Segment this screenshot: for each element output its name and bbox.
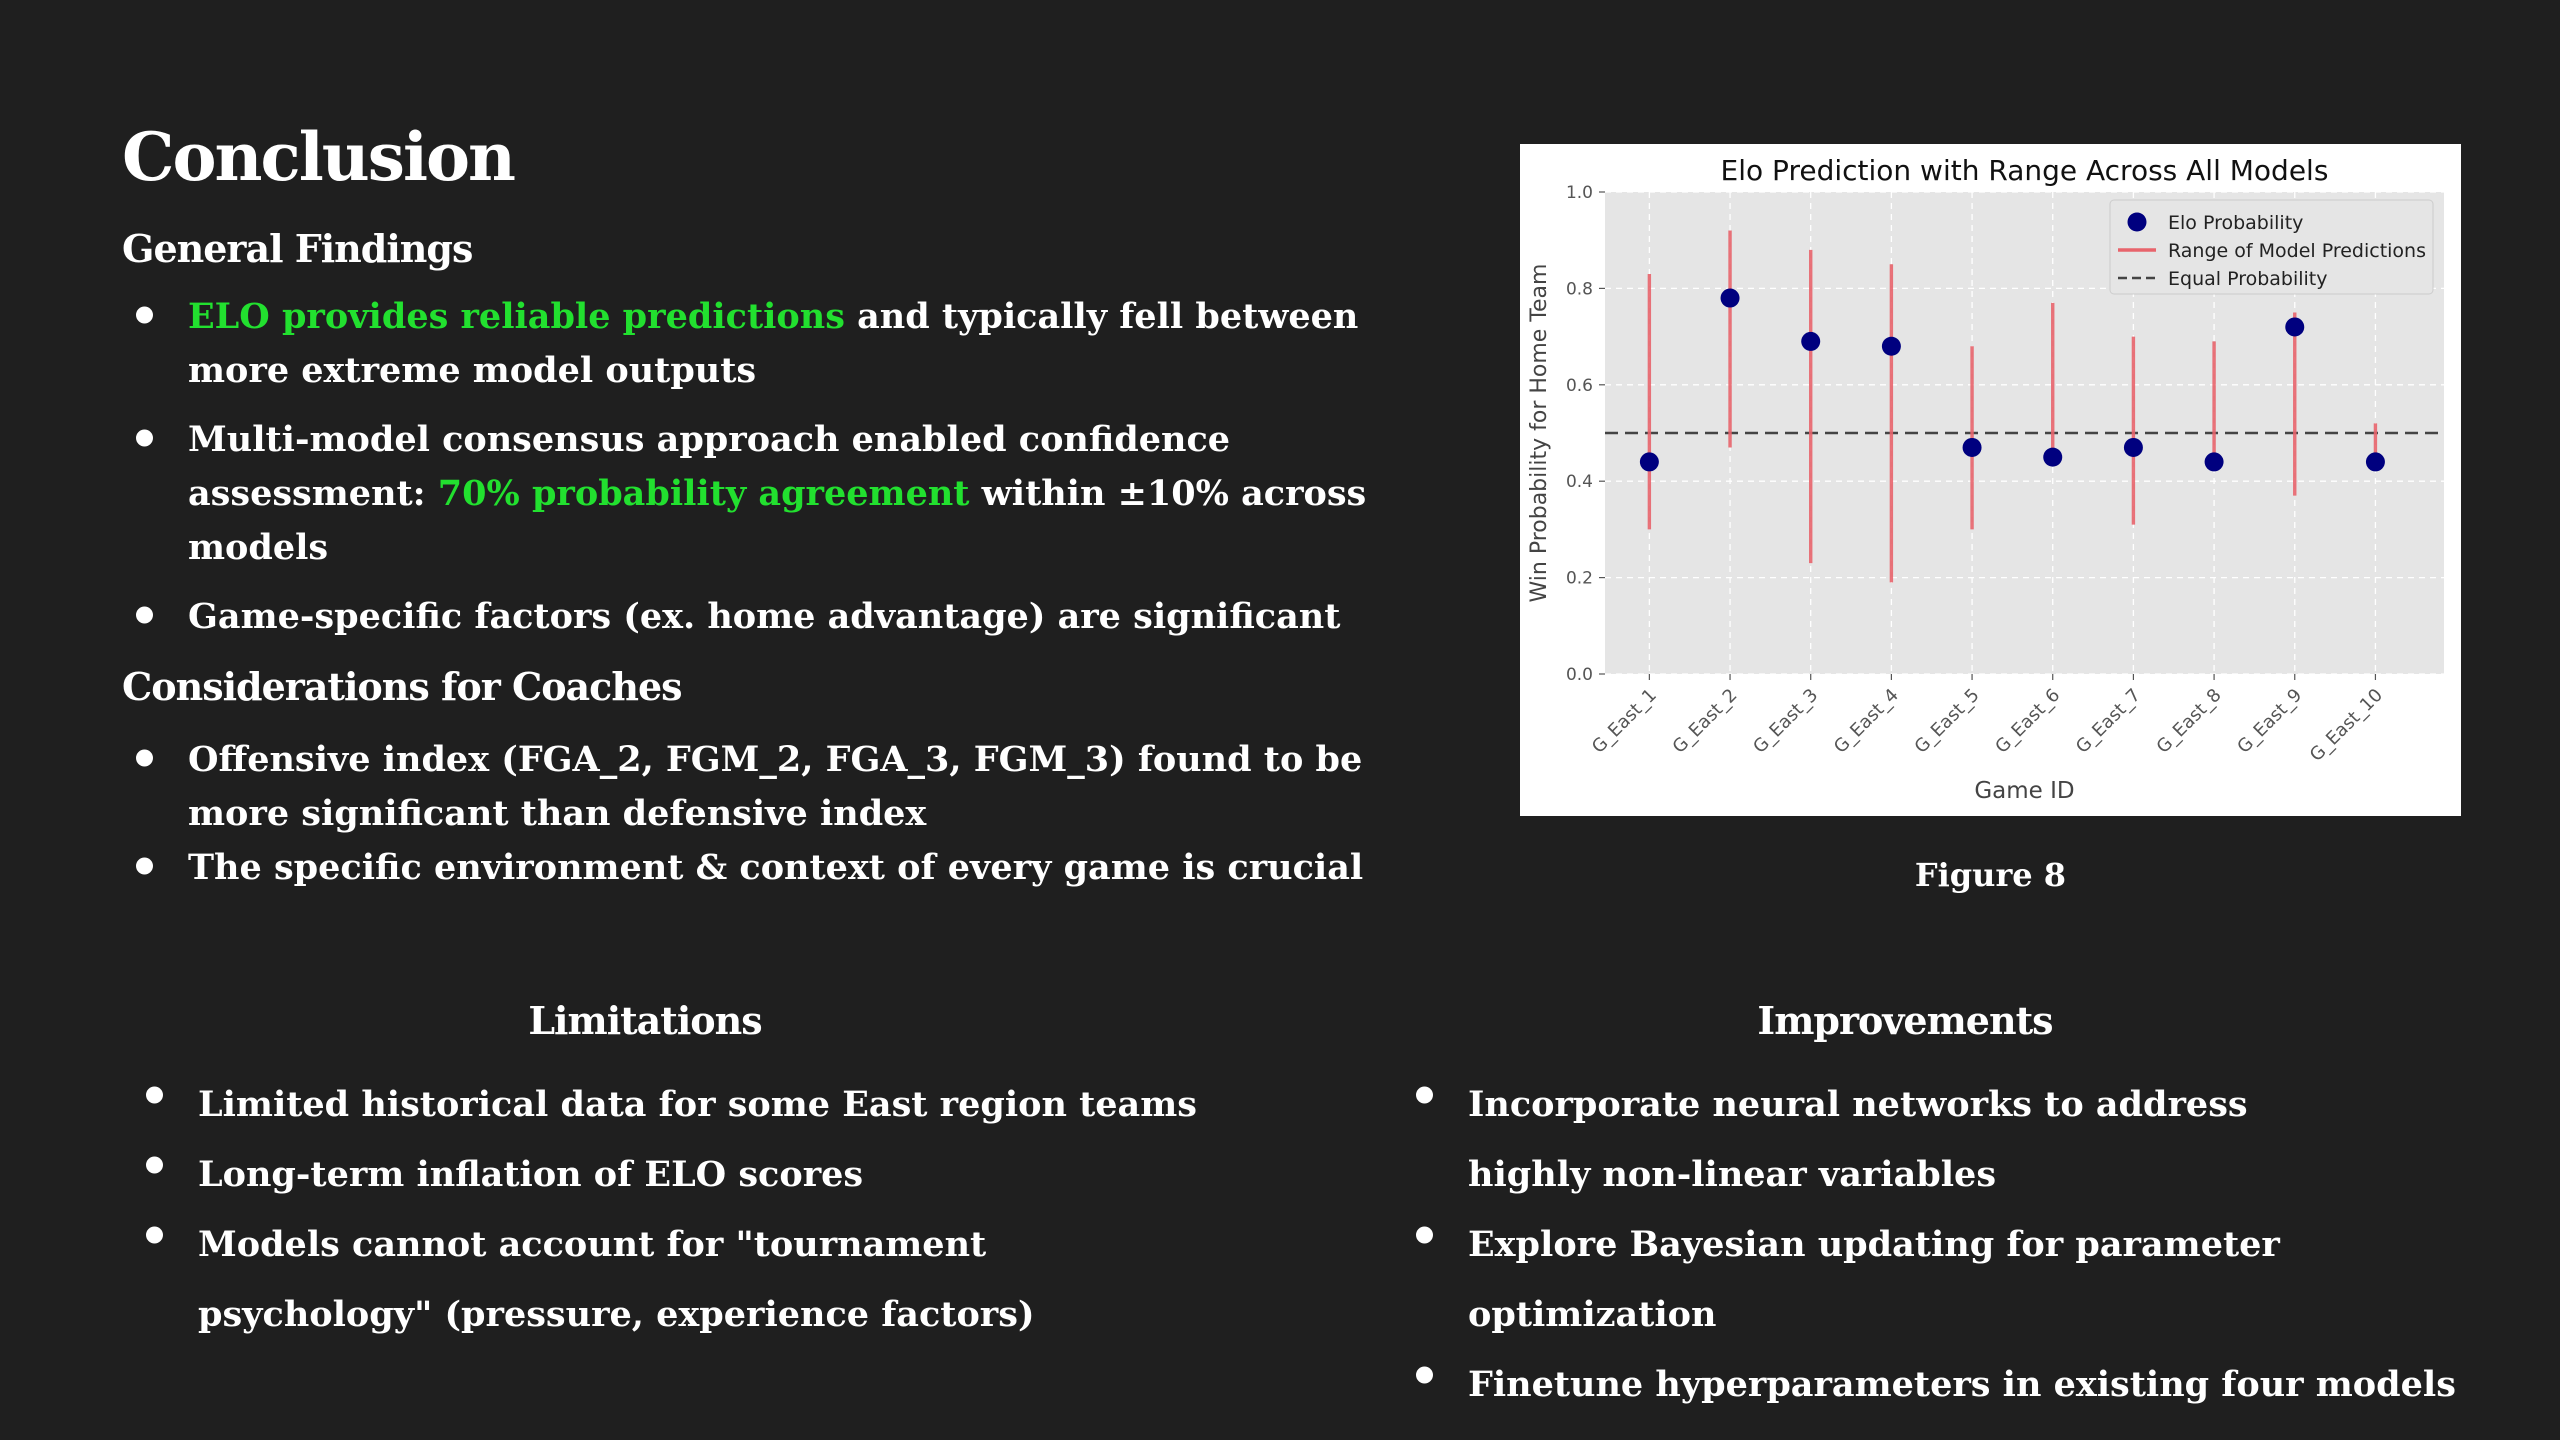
bullet-text: and typically fell between more extreme model outputs bbox=[188, 296, 1359, 391]
general-findings-heading: General Findings bbox=[122, 226, 473, 271]
legend-entry: Range of Model Predictions bbox=[2168, 240, 2426, 262]
bullet-text: Game-specific factors (ex. home advantage) are significant bbox=[188, 596, 1341, 637]
bullet-text: within ±10% across models bbox=[188, 473, 1367, 568]
elo-point bbox=[2043, 448, 2062, 467]
figure-caption: Figure 8 bbox=[1914, 856, 2067, 894]
x-tick-label: G_East_1 bbox=[1587, 684, 1661, 758]
x-tick-label: G_East_8 bbox=[2152, 684, 2226, 758]
elo-point bbox=[1963, 438, 1982, 457]
slide-title: Conclusion bbox=[122, 118, 515, 196]
y-tick-label: 1.0 bbox=[1565, 183, 1593, 203]
elo-point bbox=[2124, 438, 2143, 457]
coaches-list bbox=[122, 733, 1382, 895]
list-item bbox=[122, 413, 1422, 575]
list-item: Models cannot account for "tournament psychology" (pressure, experience factors) bbox=[132, 1210, 1198, 1350]
y-axis-label: Win Probability for Home Team bbox=[1527, 263, 1552, 603]
elo-prediction-chart bbox=[1520, 144, 2461, 816]
elo-point bbox=[1721, 289, 1740, 308]
list-item bbox=[122, 290, 1422, 398]
legend-entry: Equal Probability bbox=[2168, 268, 2328, 290]
coaches-heading: Considerations for Coaches bbox=[122, 664, 682, 709]
list-item: Finetune hyperparameters in existing four models bbox=[1402, 1350, 2502, 1420]
limitations-heading: Limitations bbox=[528, 998, 762, 1043]
elo-point bbox=[1801, 332, 1820, 351]
chart-title: Elo Prediction with Range Across All Models bbox=[1720, 154, 2329, 187]
list-item bbox=[122, 590, 1422, 644]
x-tick-label: G_East_5 bbox=[1910, 684, 1984, 758]
x-axis-label: Game ID bbox=[1974, 778, 2075, 804]
x-tick-label: G_East_3 bbox=[1749, 684, 1823, 758]
legend-entry: Elo Probability bbox=[2168, 212, 2304, 234]
list-item: Incorporate neural networks to address highly non-linear variables bbox=[1402, 1070, 2248, 1210]
bullet-text: Multi-model consensus approach enabled confidence assessment: bbox=[188, 419, 1231, 514]
legend-marker-points bbox=[2128, 213, 2147, 232]
improvements-heading: Improvements bbox=[1757, 998, 2053, 1043]
y-tick-label: 0.2 bbox=[1565, 568, 1593, 589]
y-tick-label: 0.6 bbox=[1565, 375, 1593, 396]
x-tick-label: G_East_2 bbox=[1668, 684, 1742, 758]
elo-point bbox=[2205, 452, 2224, 471]
x-tick-label: G_East_9 bbox=[2233, 684, 2307, 758]
list-item: Limited historical data for some East region teams bbox=[132, 1070, 1312, 1140]
y-tick-label: 0.8 bbox=[1565, 279, 1593, 300]
y-tick-label: 0.4 bbox=[1565, 472, 1593, 493]
highlight-text: 70% probability agreement bbox=[437, 473, 970, 514]
elo-point bbox=[1640, 452, 1659, 471]
x-tick-label: G_East_7 bbox=[2071, 684, 2145, 758]
list-item: Long-term inflation of ELO scores bbox=[132, 1140, 1312, 1210]
list-item: The specific environment & context of every game is crucial bbox=[122, 841, 1382, 895]
chart-svg bbox=[1520, 144, 2461, 816]
highlight-text: ELO provides reliable predictions bbox=[188, 296, 845, 337]
elo-point bbox=[2285, 317, 2304, 336]
y-tick-label: 0.0 bbox=[1565, 665, 1593, 685]
x-tick-label: G_East_10 bbox=[2305, 684, 2387, 766]
list-item: Explore Bayesian updating for parameter optimization bbox=[1402, 1210, 2502, 1350]
list-item: Offensive index (FGA_2, FGM_2, FGA_3, FGM_3) found to be more significant than defensive index bbox=[122, 733, 1382, 841]
x-tick-label: G_East_4 bbox=[1829, 684, 1903, 758]
elo-point bbox=[2366, 452, 2385, 471]
improvements-list bbox=[1402, 1070, 2502, 1420]
general-findings-list bbox=[122, 290, 1422, 644]
x-tick-label: G_East_6 bbox=[1991, 684, 2065, 758]
limitations-list bbox=[132, 1070, 1312, 1350]
elo-point bbox=[1882, 337, 1901, 356]
